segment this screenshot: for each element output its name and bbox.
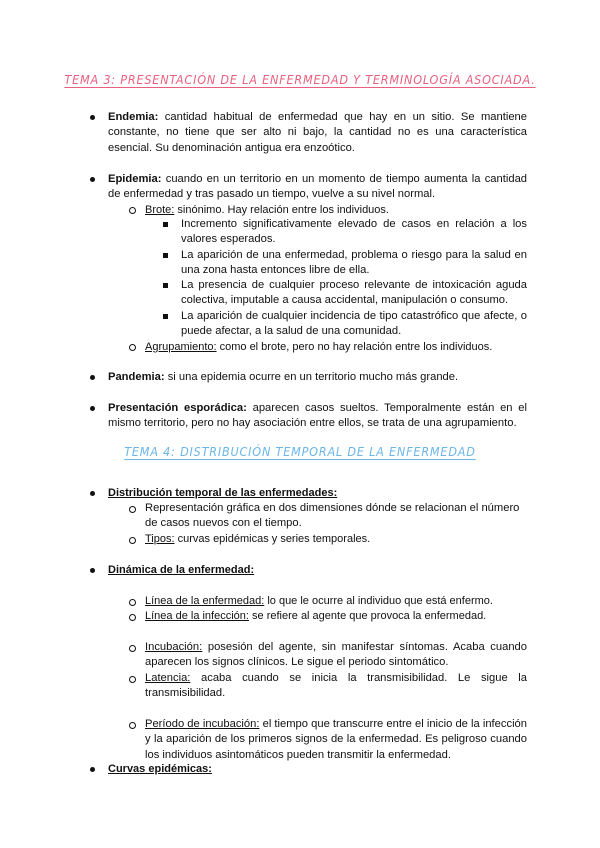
periodo-incubacion-item [145, 717, 527, 763]
latencia-text: acaba cuando se inicia la transmisibilidad. Le sigue la transmisibilidad. [145, 672, 527, 700]
bullet-circle [129, 506, 136, 513]
dinamica-heading-text: Dinámica de la enfermedad: [108, 564, 255, 576]
dinamica-heading [108, 563, 254, 578]
bullet-circle [129, 344, 136, 351]
tipos-label: Tipos: [145, 533, 175, 545]
periodo-label: Período de incubación: [145, 718, 260, 730]
bullet-dot [90, 491, 95, 496]
agrupamiento-text: como el brote, pero no hay relación entre los individuos. [219, 341, 493, 353]
brote-item-3: La presencia de cualquier proceso relevante de intoxicación aguda colectiva, imputable a causa accidental, manipulación o consumo. [181, 279, 527, 307]
endemia-paragraph [108, 110, 527, 156]
linea-enfermedad-label: Línea de la enfermedad: [145, 595, 265, 607]
curvas-heading [108, 762, 212, 777]
tema3-title: TEMA 3: PRESENTACIÓN DE LA ENFERMEDAD Y TERMINOLOGÍA ASOCIADA. [64, 72, 536, 87]
esporadica-text: aparecen casos sueltos. Temporalmente están en el mismo territorio, pero no hay asociación entre ellos, se trata de una agrupamiento. [108, 402, 527, 430]
bullet-dot [90, 115, 95, 120]
linea-enfermedad-item [145, 594, 525, 609]
bullet-square [163, 283, 168, 288]
bullet-dot [90, 406, 95, 411]
agrupamiento-item [145, 340, 525, 355]
curvas-heading-text: Curvas epidémicas: [108, 763, 212, 775]
bullet-dot [90, 568, 95, 573]
pandemia-term: Pandemia: [108, 371, 165, 383]
pandemia-text: si una epidemia ocurre en un territorio mucho más grande. [167, 371, 459, 383]
agrupamiento-label: Agrupamiento: [145, 341, 217, 353]
latencia-label: Latencia: [145, 672, 191, 684]
bullet-circle [129, 676, 136, 683]
epidemia-term: Epidemia: [108, 173, 162, 185]
pandemia-paragraph [108, 370, 527, 385]
bullet-square [163, 314, 168, 319]
bullet-circle [129, 645, 136, 652]
tipos-item [145, 532, 525, 547]
bullet-square [163, 253, 168, 258]
brote-item [145, 203, 525, 218]
bullet-dot [90, 767, 95, 772]
bullet-dot [90, 177, 95, 182]
distribucion-heading [108, 486, 337, 501]
epidemia-paragraph [108, 172, 527, 203]
brote-item-2: La aparición de una enfermedad, problema o riesgo para la salud en una zona hasta entonces libre de ella. [181, 249, 527, 277]
bullet-circle [129, 599, 136, 606]
periodo-text: el tiempo que transcurre entre el inicio de la infección y la aparición de los primeros signos de la enfermedad. Es peligroso cuando los individuos asintomáticos pueden transmitir la enfermedad. [145, 718, 527, 761]
bullet-circle [129, 207, 136, 214]
brote-label: Brote: [145, 204, 175, 216]
brote-item-1: Incremento significativamente elevado de casos en relación a los valores esperados. [181, 218, 527, 246]
bullet-square [163, 222, 168, 227]
bullet-circle [129, 722, 136, 729]
linea-infeccion-item [145, 609, 525, 624]
endemia-term: Endemia: [108, 111, 159, 123]
endemia-text: cantidad habitual de enfermedad que hay en un sitio. Se mantiene constante, no tiene que ser alto ni bajo, la cantidad no es una característica esencial. Su denominación antigua era enzoótico. [108, 111, 527, 154]
tema4-title: TEMA 4: DISTRIBUCIÓN TEMPORAL DE LA ENFERMEDAD [124, 444, 476, 459]
linea-infeccion-label: Línea de la infección: [145, 610, 249, 622]
bullet-circle [129, 614, 136, 621]
distribucion-heading-text: Distribución temporal de las enfermedades: [108, 487, 338, 499]
esporadica-term: Presentación esporádica: [108, 402, 247, 414]
tipos-text: curvas epidémicas y series temporales. [177, 533, 371, 545]
distribucion-item-1: Representación gráfica en dos dimensiones dónde se relacionan el número de casos nuevos con el tiempo. [145, 502, 520, 530]
incubacion-item [145, 640, 527, 671]
incubacion-label: Incubación: [145, 641, 203, 653]
epidemia-text: cuando en un territorio en un momento de tiempo aumenta la cantidad de enfermedad y tras pasado un tiempo, vuelve a su nivel normal. [108, 173, 528, 201]
linea-enfermedad-text: lo que le ocurre al individuo que está enfermo. [267, 595, 493, 607]
esporadica-paragraph [108, 401, 527, 432]
bullet-circle [129, 537, 136, 544]
brote-text: sinónimo. Hay relación entre los individuos. [177, 204, 389, 216]
latencia-item [145, 671, 527, 702]
linea-infeccion-text: se refiere al agente que provoca la enfermedad. [252, 610, 487, 622]
bullet-dot [90, 375, 95, 380]
brote-item-4: La aparición de cualquier incidencia de tipo catastrófico que afecte, o puede afectar, a la salud de una comunidad. [181, 310, 527, 338]
incubacion-text: posesión del agente, sin manifestar síntomas. Acaba cuando aparecen los signos clínicos. Le sigue el periodo sintomático. [145, 641, 528, 669]
